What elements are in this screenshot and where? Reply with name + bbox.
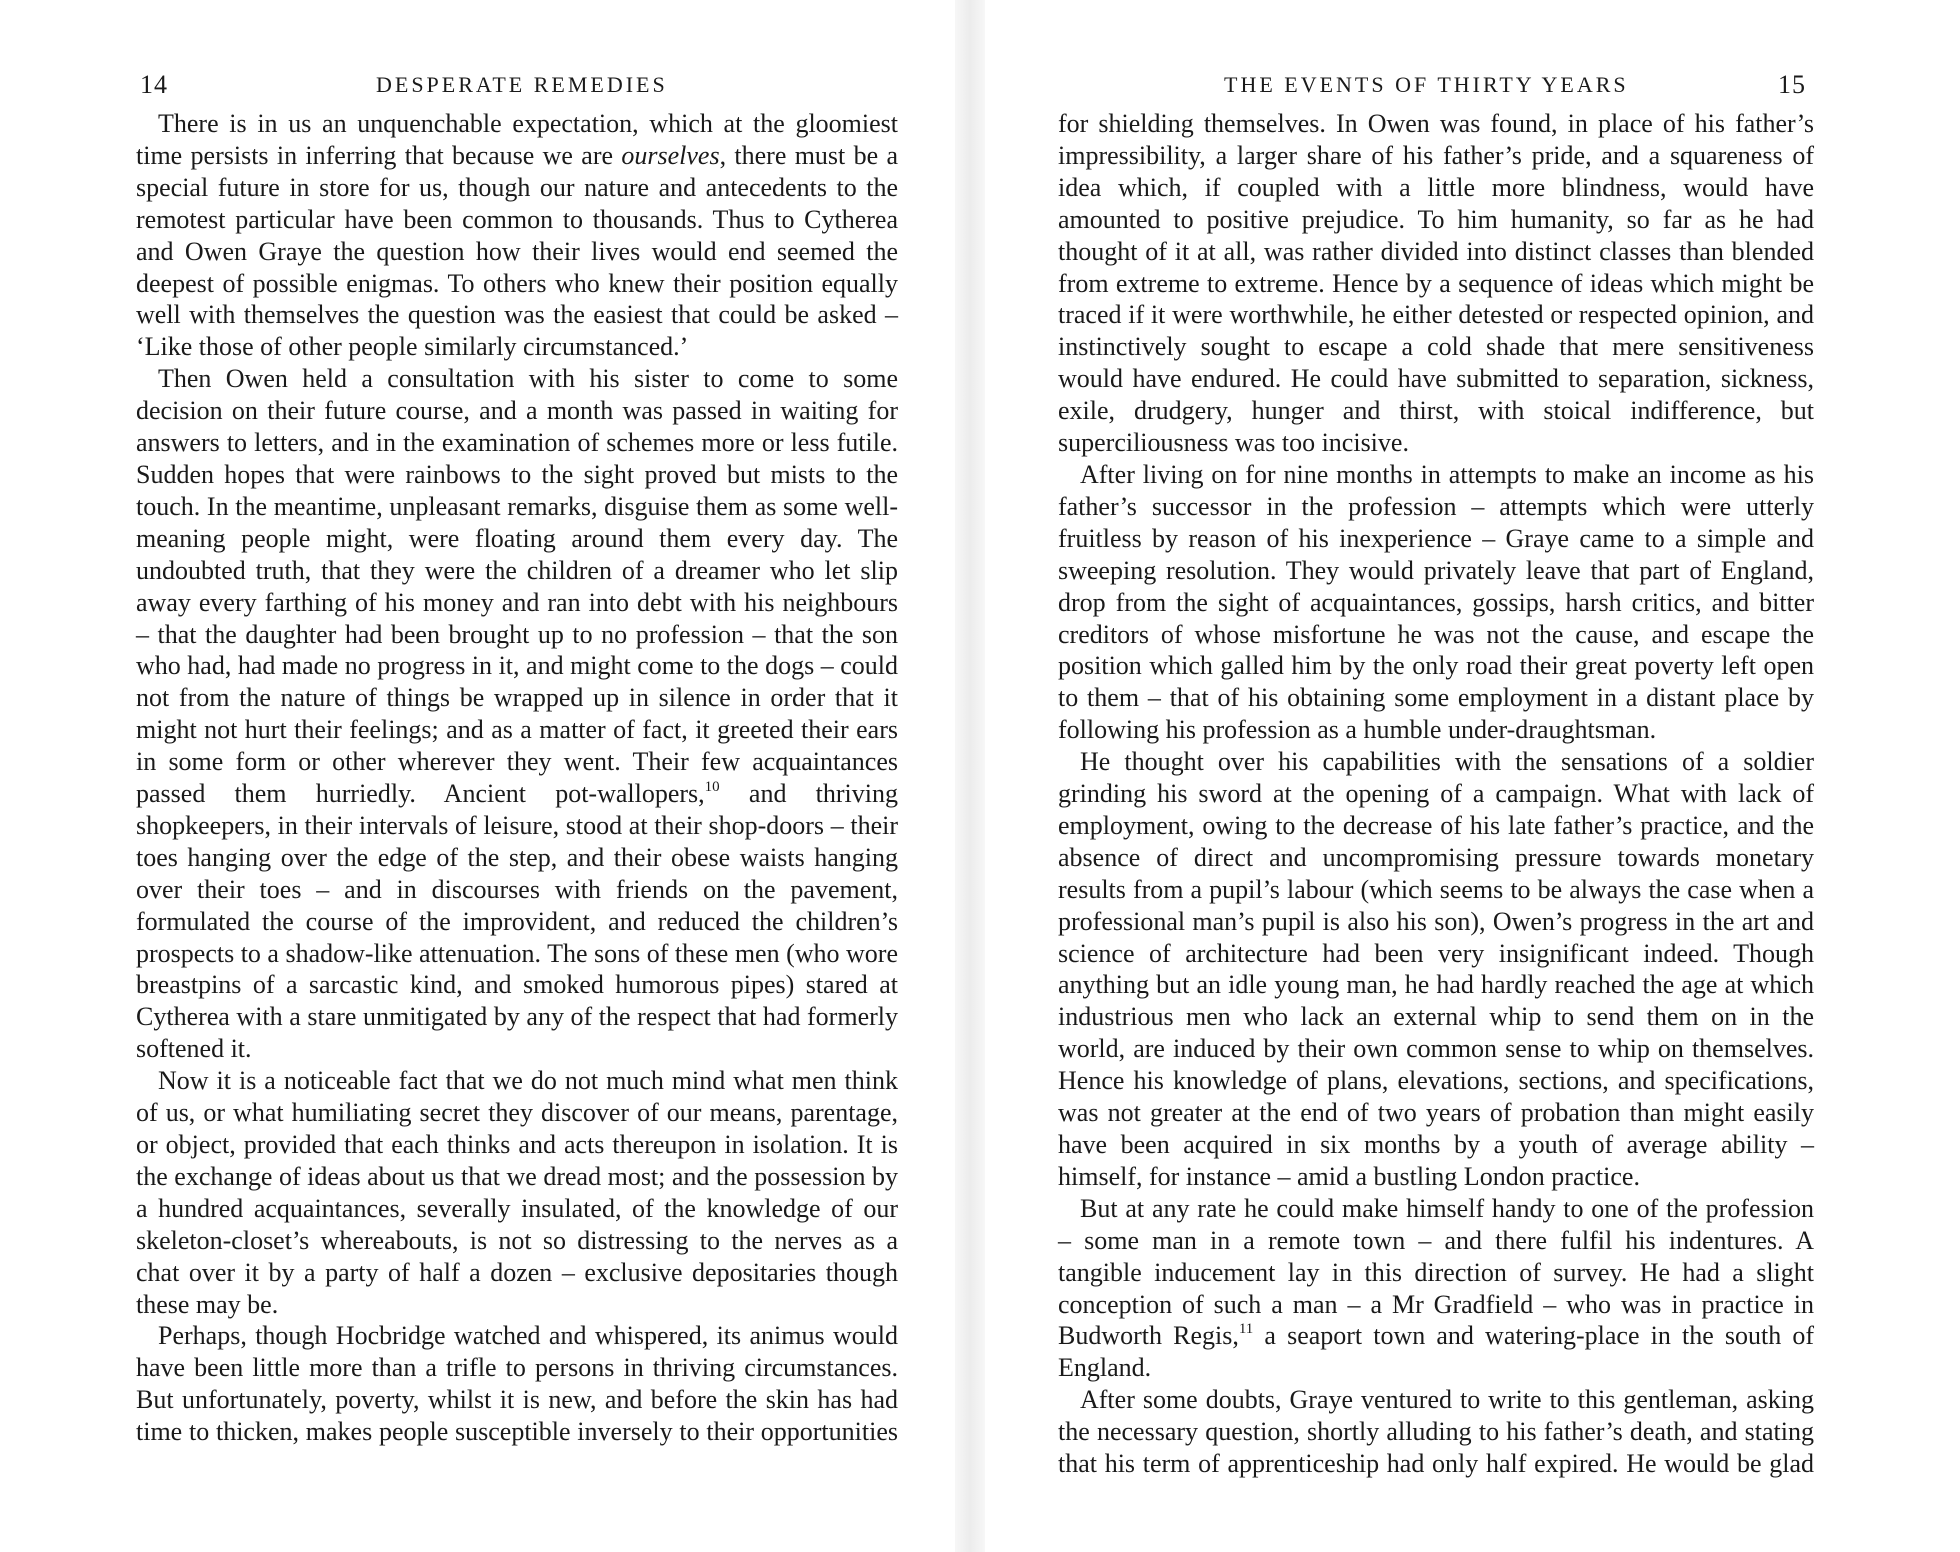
page-number: 15 <box>1778 70 1806 99</box>
paragraph: After some doubts, Graye ventured to write to this gentleman, asking the necessary question, shortly alluding to his father’s death, and stating that his term of apprenticeship had only half expired. He would be glad <box>1058 1385 1814 1479</box>
right-page <box>985 0 1960 1552</box>
right-page-body <box>1058 108 1814 1480</box>
footnote-marker[interactable]: 11 <box>1238 1321 1254 1338</box>
paragraph: There is in us an unquenchable expectation, which at the gloomiest time persists in inferring that because we are ourselves, there must be a special future in store for us, though our nature and antecedents to the remotest particular have been common to thousands. Thus to Cytherea and Owen Graye the question how their lives would end seemed the deepest of possible enigmas. To others who knew their position equally well with themselves the question was the easiest that could be asked – ‘Like those of other people similarly circumstanced.’ <box>136 109 899 362</box>
page-number: 14 <box>140 70 168 99</box>
paragraph: for shielding themselves. In Owen was found, in place of his father’s impressibility, a larger share of his father’s pride, and a squareness of idea which, if coupled with a little more blindness, would have amounted to positive prejudice. To him humanity, so far as he had thought of it at all, was rather divided into distinct classes than blended from extreme to extreme. Hence by a sequence of ideas which might be traced if it were worthwhile, he either detested or respected opinion, and instinctively sought to escape a cold shade that mere sensitiveness would have endured. He could have submitted to separation, sickness, exile, drudgery, hunger and thirst, with stoical indifference, but superciliousness was too incisive. <box>1058 109 1814 458</box>
left-page <box>0 0 955 1552</box>
running-head: DESPERATE REMEDIES <box>376 72 668 97</box>
right-page-header <box>1058 70 1814 104</box>
paragraph: But at any rate he could make himself handy to one of the profession – some man in a remote town – and there fulfil his indentures. A tangible inducement lay in this direction of survey. He had a slight conception of such a man – a Mr Gradfield – who was in practice in Budworth Regis,$^{11}$ a seaport town and watering-place in the south of England. <box>1058 1193 1814 1383</box>
footnote-marker[interactable]: 10 <box>704 779 720 796</box>
left-page-header <box>136 70 898 104</box>
paragraph: Now it is a noticeable fact that we do not much mind what men think of us, or what humiliating secret they discover of our means, parentage, or object, provided that each thinks and acts thereupon in isolation. It is the exchange of ideas about us that we dread most; and the possession by a hundred acquaintances, severally insulated, of the knowledge of our skeleton-closet’s whereabouts, is not so distressing to the nerves as a chat over it by a party of half a dozen – exclusive depositaries though these may be. <box>136 1066 898 1319</box>
emphasis: ourselves <box>621 140 720 170</box>
left-page-body <box>136 108 898 1448</box>
book-gutter <box>955 0 985 1552</box>
paragraph: Perhaps, though Hocbridge watched and whispered, its animus would have been little more than a trifle to persons in thriving circumstances. But unfortunately, poverty, whilst it is new, and before the skin has had time to thicken, makes people susceptible inversely to their opportunities <box>136 1321 898 1447</box>
running-head: THE EVENTS OF THIRTY YEARS <box>1224 72 1629 97</box>
paragraph: He thought over his capabilities with the sensations of a soldier grinding his sword at the opening of a campaign. What with lack of employment, owing to the decrease of his late father’s practice, and the absence of direct and uncompromising pressure towards monetary results from a pupil’s labour (which seems to be always the case when a professional man’s pupil is also his son), Owen’s progress in the art and science of architecture had been very insignificant indeed. Though anything but an idle young man, he had hardly reached the age at which industrious men who lack an external whip to send them on in the world, are induced by their own common sense to whip on themselves. Hence his knowledge of plans, elevations, sections, and specifications, was not greater at the end of two years of probation than might easily have been acquired in six months by a youth of average ability – himself, for instance – amid a bustling London practice. <box>1058 747 1814 1191</box>
paragraph: Then Owen held a consultation with his sister to come to some decision on their future course, and a month was passed in waiting for answers to letters, and in the examination of schemes more or less futile. Sudden hopes that were rainbows to the sight proved but mists to the touch. In the meantime, unpleasant remarks, disguise them as some well-meaning people might, were floating around them every day. The undoubted truth, that they were the children of a dreamer who let slip away every farthing of his money and ran into debt with his neighbours – that the daughter had been brought up to no profession – that the son who had, had made no progress in it, and might come to the dogs – could not from the nature of things be wrapped up in silence in order that it might not hurt their feelings; and as a matter of fact, it greeted their ears in some form or other wherever they went. Their few acquaintances passed them hurriedly. Ancient pot-wallopers,$^{10}$ and thriving shopkeepers, in their intervals of leisure, stood at their shop-doors – their toes hanging over the edge of the step, and their obese waists hanging over their toes – and in discourses with friends on the pavement, formulated the course of the improvident, and reduced the children’s prospects to a shadow-like attenuation. The sons of these men (who wore breastpins of a sarcastic kind, and smoked humorous pipes) stared at Cytherea with a stare unmitigated by any of the respect that had formerly softened it. <box>136 364 898 1064</box>
paragraph: After living on for nine months in attempts to make an income as his father’s successor in the profession – attempts which were utterly fruitless by reason of his inexperience – Graye came to a simple and sweeping resolution. They would privately leave that part of England, drop from the sight of acquaintances, gossips, harsh critics, and bitter creditors of whose misfortune he was not the cause, and escape the position which galled him by the only road their great poverty left open to them – that of his obtaining some employment in a distant place by following his profession as a humble under-draughtsman. <box>1058 459 1814 745</box>
